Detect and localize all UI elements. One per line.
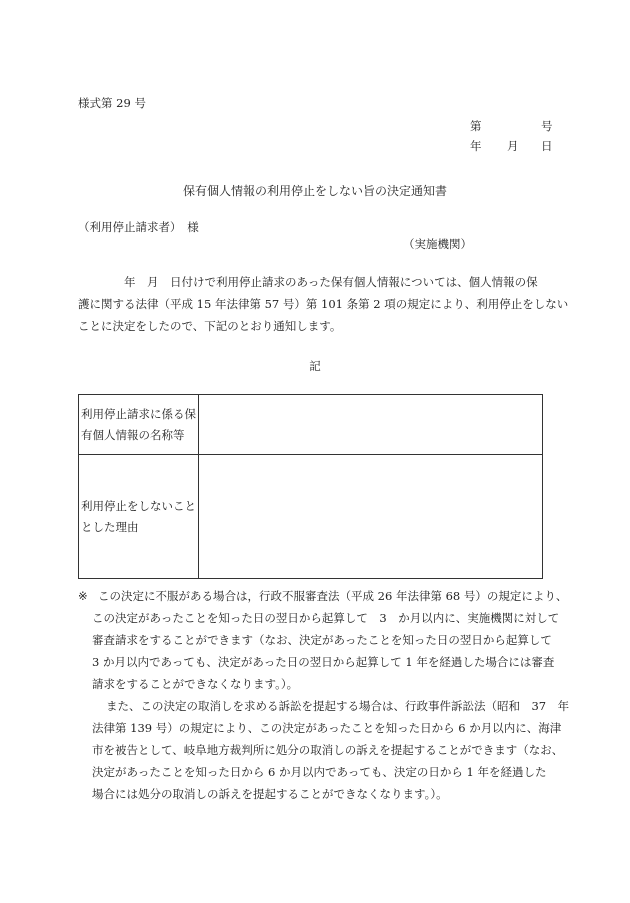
body-line: ことに決定をしたので、下記のとおり通知します。 <box>78 319 342 333</box>
date-day-label: 日 <box>541 139 553 153</box>
table-label-line: 利用停止をしないこと <box>81 498 196 513</box>
date-month-label: 月 <box>507 139 519 153</box>
document-title: 保有個人情報の利用停止をしない旨の決定通知書 <box>182 184 447 198</box>
note-line: 場合には処分の取消しの訴えを提起することができなくなります。）。 <box>92 787 448 801</box>
table-label-cell <box>79 395 199 455</box>
table-label-line: 有個人情報の名称等 <box>81 427 185 442</box>
note-line: 審査請求をすることができます（なお、決定があったことを知った日の翌日から起算して <box>92 633 552 647</box>
record-table <box>78 394 543 579</box>
note-mark: ※ <box>78 589 88 603</box>
table-label-line: とした理由 <box>81 519 139 534</box>
ki-heading: 記 <box>309 359 321 373</box>
note-line: 決定があったことを知った日から 6 か月以内であっても、決定の日から 1 年を経過した <box>92 765 547 779</box>
recipient-line: （利用停止請求者） 様 <box>78 220 199 234</box>
note-line: 3 か月以内であっても、決定があった日の翌日から起算して 1 年を経過した場合には審査 <box>92 655 555 669</box>
note-line: 法律第 139 号）の規定により、この決定があったことを知った日から 6 か月以内に、海津 <box>92 721 562 735</box>
issuer-line: （実施機関） <box>403 237 472 251</box>
note-line: 市を被告として、岐阜地方裁判所に処分の取消しの訴えを提起することができます（なお、 <box>92 743 564 757</box>
note-line <box>78 585 568 607</box>
note-section <box>78 585 570 805</box>
note-text: この決定に不服がある場合は，行政不服審査法（平成 26 年法律第 68 号）の規定により、 <box>98 589 568 603</box>
table-value-cell <box>199 455 543 579</box>
table-row <box>79 455 543 579</box>
body-line: 護に関する法律（平成 15 年法律第 57 号）第 101 条第 2 項の規定により、利用停止をしない <box>78 297 569 311</box>
note-line: また、この決定の取消しを求める訴訟を提起する場合は、行政事件訴訟法（昭和 37 年 <box>106 699 570 713</box>
date-year-label: 年 <box>470 139 482 153</box>
document-number-suffix: 号 <box>541 119 553 133</box>
form-number: 様式第 29 号 <box>78 96 146 110</box>
table-label-line: 利用停止請求に係る保 <box>81 406 196 421</box>
note-line: この決定があったことを知った日の翌日から起算して 3 か月以内に、実施機関に対して <box>92 611 560 625</box>
table-row <box>79 395 543 455</box>
note-line: 請求をすることができなくなります。）。 <box>92 677 299 691</box>
table-value-cell <box>199 395 543 455</box>
body-line: 年 月 日付けで利用停止請求のあった保有個人情報については、個人情報の保 <box>78 275 538 289</box>
document-number-label: 第 <box>470 119 482 133</box>
table-label-cell <box>79 455 199 579</box>
body-paragraph <box>78 271 569 337</box>
